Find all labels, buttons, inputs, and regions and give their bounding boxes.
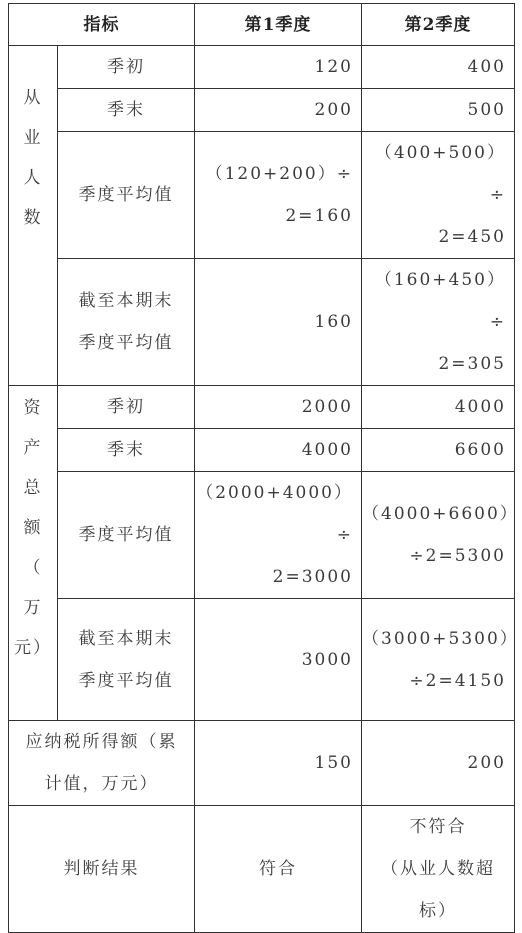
row-label: 季初 (58, 386, 195, 429)
q2-value (362, 472, 519, 599)
q2-value: 6600 (362, 429, 515, 472)
label-line: 季度平均值 (78, 333, 174, 353)
value-line: 2=305 (438, 354, 506, 374)
row-label (58, 259, 195, 386)
value-line: 2=450 (438, 227, 506, 247)
group-label-char: 业 (23, 128, 43, 148)
group-label-char: 数 (23, 208, 43, 228)
group-label-char: 人 (23, 168, 43, 188)
value-line: 2=160 (285, 206, 353, 226)
employees-cumulative-row (9, 259, 515, 386)
header-q1: 第1季度 (195, 4, 362, 46)
row-label: 季度平均值 (58, 472, 195, 599)
value-line: （400+500）÷ (374, 143, 506, 205)
q1-value: 200 (195, 89, 362, 132)
header-indicator: 指标 (9, 4, 195, 46)
q1-result: 符合 (195, 806, 362, 933)
value-line: （2000+4000）÷ (196, 483, 353, 545)
taxable-income-label (9, 721, 195, 806)
assets-cumulative-row (9, 599, 515, 721)
row-label (58, 599, 195, 721)
q2-value: 400 (362, 46, 515, 89)
result-line: （从业人数超 (381, 859, 495, 879)
row-label: 季末 (58, 429, 195, 472)
group-label-char: 元） (14, 638, 52, 658)
result-line: 标） (419, 901, 457, 921)
result-row (9, 806, 515, 933)
row-label: 季末 (58, 89, 195, 132)
value-line: （160+450）÷ (374, 270, 506, 332)
label-line: 截至本期末 (78, 628, 174, 649)
q1-value: 3000 (195, 599, 362, 721)
row-label: 季初 (58, 46, 195, 89)
group-label-char: 资 (23, 398, 43, 418)
q2-value: 500 (362, 89, 515, 132)
header-row (9, 4, 515, 46)
q1-value (195, 472, 362, 599)
label-line: 计值，万元） (44, 774, 159, 794)
q1-value: 160 (195, 259, 362, 386)
employees-start-row (9, 46, 515, 89)
row-label: 季度平均值 (58, 132, 195, 259)
employees-group-label (9, 46, 58, 386)
group-label-char: 万 (23, 598, 43, 618)
q1-value: 120 (195, 46, 362, 89)
assets-end-row (9, 429, 515, 472)
assets-average-row (9, 472, 515, 599)
label-line: 季度平均值 (78, 670, 174, 691)
small-enterprise-criteria-table (8, 3, 519, 933)
label-line: 应纳税所得额（累 (25, 732, 178, 752)
q2-value (362, 259, 515, 386)
taxable-income-row (9, 721, 515, 806)
header-q2: 第2季度 (362, 4, 515, 46)
value-line: 2=3000 (272, 567, 353, 587)
group-label-char: 产 (23, 438, 43, 458)
result-line: 不符合 (409, 817, 467, 837)
assets-group-label (9, 386, 58, 721)
group-label-char: 从 (23, 88, 43, 108)
q1-value: 2000 (195, 386, 362, 429)
q1-value: 150 (195, 721, 362, 806)
q1-value: 4000 (195, 429, 362, 472)
label-line: 截至本期末 (78, 291, 174, 311)
q2-value (362, 132, 515, 259)
q2-value: 4000 (362, 386, 515, 429)
employees-end-row (9, 89, 515, 132)
value-line: ÷2=5300 (409, 546, 506, 566)
group-label-char: （ (23, 558, 43, 578)
value-line: ÷2=4150 (409, 670, 506, 691)
group-label-char: 总 (23, 478, 43, 498)
q2-value: 200 (362, 721, 515, 806)
q1-value (195, 132, 362, 259)
q2-value (362, 599, 519, 721)
value-line: （120+200）÷ (205, 164, 353, 184)
assets-start-row (9, 386, 515, 429)
result-label: 判断结果 (9, 806, 195, 933)
q2-result (362, 806, 515, 933)
employees-average-row (9, 132, 515, 259)
value-line: （3000+5300） (362, 628, 519, 649)
group-label-char: 额 (23, 518, 43, 538)
value-line: （4000+6600） (362, 504, 519, 524)
